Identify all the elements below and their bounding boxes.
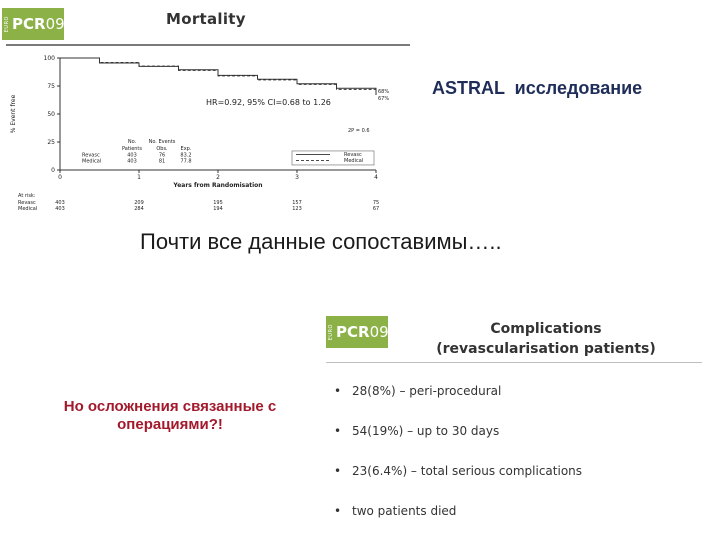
at-risk-value: 67: [372, 206, 380, 212]
chart-axes: [10, 58, 376, 189]
mortality-title: Mortality: [166, 10, 246, 28]
logo-euro-text: EURO: [328, 323, 334, 341]
table-cell: 76: [158, 152, 166, 159]
chart-legend: [292, 151, 374, 165]
chart-series: [60, 58, 376, 95]
at-risk-value: 123: [292, 206, 302, 212]
x-tick-label: 1: [137, 174, 141, 181]
chart-inset-table: [82, 139, 192, 164]
at-risk-group: Revasc: [18, 200, 36, 206]
y-tick-label: 100: [43, 55, 55, 62]
p-value-annotation: 2P = 0.6: [348, 127, 370, 134]
europcr-logo: [2, 8, 64, 40]
list-item-text: two patients died: [352, 504, 457, 518]
chart-annotations: [206, 89, 389, 134]
complications-question: Но осложнения связанные с операциями?!: [63, 398, 277, 433]
list-item: [334, 504, 582, 540]
hazard-ratio-annotation: HR=0.92, 95% CI=0.68 to 1.26: [206, 98, 331, 108]
mortality-chart: [0, 48, 412, 220]
at-risk-group: Medical: [18, 206, 38, 212]
at-risk-value: 209: [134, 200, 144, 206]
europcr-logo: [326, 316, 388, 348]
y-axis-label: % Event free: [10, 94, 17, 134]
summary-statement: Почти все данные сопоставимы…..: [140, 229, 502, 254]
table-header: No.: [127, 139, 137, 146]
bullet-icon: •: [334, 504, 342, 518]
complications-title-line2: (revascularisation patients): [436, 341, 656, 357]
mortality-slide: [0, 0, 412, 222]
title-divider: [326, 362, 702, 363]
table-cell: Medical: [82, 158, 102, 165]
x-tick-label: 3: [295, 174, 299, 181]
list-item-text: 54(19%) – up to 30 days: [352, 424, 500, 438]
bullet-icon: •: [334, 384, 342, 398]
table-cell: 77.8: [180, 158, 192, 165]
y-tick-label: 0: [51, 167, 55, 174]
x-axis-label: Years from Randomisation: [173, 182, 263, 189]
table-cell: Revasc: [82, 152, 100, 159]
legend-entry: Medical: [344, 157, 364, 164]
list-item-text: 23(6.4%) – total serious complications: [352, 464, 583, 478]
list-item: [334, 424, 582, 464]
table-cell: 83.2: [180, 152, 192, 159]
table-header: Patients: [121, 145, 143, 152]
legend-entry: Revasc: [344, 151, 362, 158]
title-divider: [6, 44, 410, 46]
complications-slide: [312, 300, 714, 540]
at-risk-label: At risk:: [18, 193, 36, 199]
at-risk-value: 284: [134, 206, 144, 212]
logo-year-text: 09: [369, 323, 389, 341]
complications-title-line1: Complications: [490, 321, 602, 337]
list-item: [334, 384, 582, 424]
bullet-icon: •: [334, 424, 342, 438]
logo-brand-text: PCR: [336, 323, 370, 341]
y-tick-label: 25: [47, 139, 55, 146]
at-risk-value: 75: [372, 200, 380, 206]
end-label-medical: 67%: [378, 95, 390, 102]
at-risk-value: 403: [55, 206, 65, 212]
chart-at-risk-table: [18, 193, 379, 212]
complications-title: [416, 319, 676, 359]
end-label-revasc: 68%: [378, 88, 390, 95]
logo-brand-text: PCR: [12, 15, 46, 33]
y-tick-label: 75: [47, 83, 55, 90]
at-risk-value: 403: [55, 200, 65, 206]
at-risk-value: 195: [213, 200, 223, 206]
logo-euro-text: EURO: [4, 15, 10, 33]
table-header: Exp.: [180, 145, 192, 152]
table-cell: 403: [127, 158, 137, 165]
study-heading: ASTRAL исследование: [432, 78, 643, 98]
at-risk-value: 194: [213, 206, 223, 212]
list-item: [334, 464, 582, 504]
list-item-text: 28(8%) – peri-procedural: [352, 384, 502, 398]
table-cell: 81: [158, 158, 166, 165]
table-cell: 403: [127, 152, 137, 159]
table-header: Obs.: [156, 145, 168, 152]
logo-year-text: 09: [45, 15, 65, 33]
x-tick-label: 2: [216, 174, 220, 181]
bullet-icon: •: [334, 464, 342, 478]
x-tick-label: 0: [58, 174, 62, 181]
at-risk-value: 157: [292, 200, 302, 206]
table-header: No. Events: [148, 139, 176, 146]
complications-list: [334, 384, 582, 540]
x-tick-label: 4: [374, 174, 378, 181]
series-line-medical: [60, 58, 376, 95]
y-tick-label: 50: [47, 111, 55, 118]
